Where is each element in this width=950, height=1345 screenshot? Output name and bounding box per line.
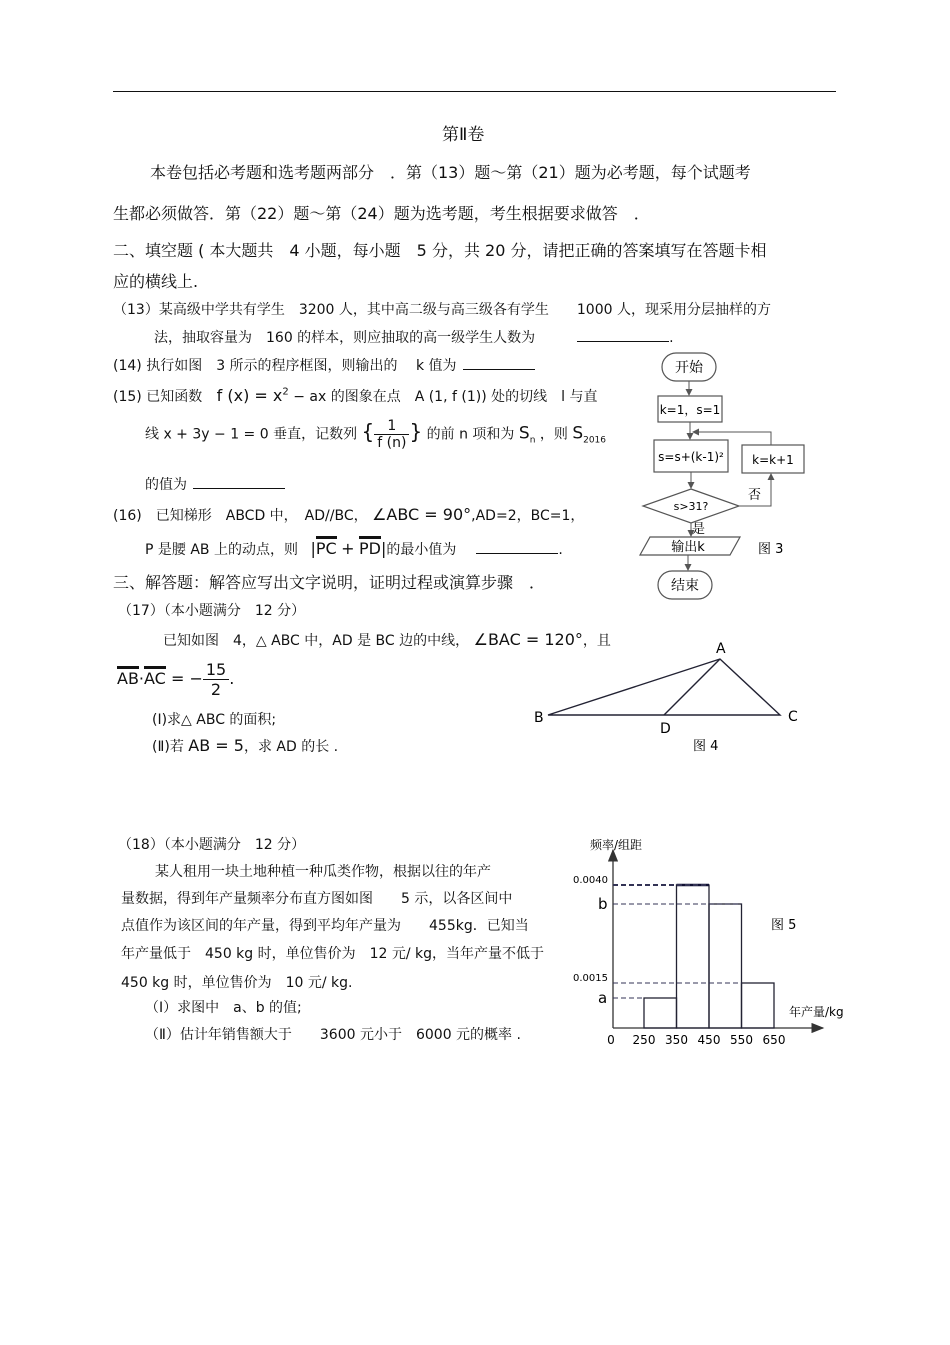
- q16-vec-pc: PC: [315, 539, 337, 558]
- q17-line1-text: 已知如图 4，△ ABC 中，AD 是 BC 边的中线，: [163, 633, 470, 649]
- q17-part-2: [152, 736, 338, 756]
- q13-answer-blank[interactable]: [577, 327, 669, 342]
- histogram-bar-450-550: [709, 904, 742, 1028]
- q15-fraction: [374, 418, 409, 451]
- q17-part2-a: (Ⅱ)若: [152, 739, 184, 755]
- q18-line-5: 450 kg 时，单位售价为 10 元/ kg.: [121, 975, 353, 991]
- q15-answer-blank[interactable]: [193, 474, 285, 489]
- q17-vec-ab: AB: [117, 669, 139, 688]
- flow-update-k-label: k=k+1: [752, 453, 794, 467]
- histogram-bar-250-350: [644, 998, 677, 1028]
- flow-output-label: 输出k: [671, 540, 705, 555]
- triangle-caption: 图 4: [693, 739, 719, 754]
- q15-brace: {: [361, 419, 375, 444]
- vertex-c-label: C: [788, 709, 798, 725]
- q14-text: (14) 执行如图 3 所示的程序框图，则输出的 k 值为: [113, 358, 457, 374]
- q18-line-1: 某人租用一块土地种植一种瓜类作物，根据以往的年产: [155, 864, 491, 880]
- y-tick-label-b: b: [598, 895, 608, 913]
- flowchart-figure: [630, 350, 820, 602]
- q18-line-4: 年产量低于 450 kg 时，单位售价为 12 元/ kg，当年产量不低于: [121, 946, 545, 962]
- histogram-chart: [565, 832, 855, 1052]
- x-tick-label-350: 350: [665, 1033, 688, 1047]
- flow-end-label: 结束: [671, 578, 699, 594]
- q17-angle: ∠BAC = 120°: [473, 630, 583, 649]
- flow-update-s-label: s=s+(k-1)²: [658, 450, 724, 464]
- top-rule: [113, 91, 836, 92]
- q15-line-3: [145, 474, 285, 494]
- flow-condition-label: s>31?: [673, 500, 709, 513]
- q17-frac-den: 2: [210, 680, 222, 699]
- q15-line-2: [145, 418, 606, 451]
- histogram-bar-350-450: [677, 885, 710, 1028]
- q15-frac-num: 1: [374, 418, 409, 435]
- q16-plus: +: [341, 539, 355, 558]
- flow-start-label: 开始: [675, 360, 703, 376]
- q15-func-text: f (x) = x: [216, 386, 283, 405]
- q16-line-2: P 是腰 AB 上的动点，则 |PC + PD|的最小值为 .: [145, 539, 563, 558]
- q15-func-tail: − ax 的图象在点 A (1, f (1)) 处的切线 l 与直: [288, 389, 598, 405]
- vertex-b-label: B: [534, 710, 544, 726]
- q15-line2-b: 的前 n 项和为: [426, 426, 515, 443]
- vertex-a-label: A: [716, 641, 726, 657]
- q17-fraction: [203, 660, 229, 699]
- q16-line2-a: P 是腰 AB 上的动点，则: [145, 542, 298, 558]
- q17-eq: = −: [165, 669, 203, 688]
- flow-no-label: 否: [748, 488, 762, 503]
- q15-sub-2016: 2016: [583, 435, 607, 446]
- q17-period: .: [229, 669, 235, 688]
- q17-vec-ac: AC: [144, 669, 166, 688]
- q16-abs-open: |: [310, 539, 316, 558]
- q17-dot: ·: [138, 669, 145, 688]
- q15-label: (15) 已知函数: [113, 389, 203, 405]
- fill-section-line-1: 二、填空题 ( 本大题共 4 小题，每小题 5 分，共 20 分，请把正确的答案填写在答题卡相: [113, 241, 767, 260]
- q16-angle: ∠ABC = 90°: [372, 505, 472, 524]
- q17-part2-b: ，求 AD 的长 .: [243, 739, 339, 755]
- q15-S: S: [518, 423, 530, 444]
- q14: [113, 355, 535, 375]
- q16-line1-text: (16) 已知梯形 ABCD 中， AD//BC，: [113, 508, 368, 524]
- flow-yes-label: 是: [692, 522, 706, 537]
- flow-init-label: k=1，s=1: [659, 403, 721, 417]
- x-tick-label-550: 550: [730, 1033, 753, 1047]
- histogram-bar-550-650: [742, 983, 775, 1028]
- q16-line2-b: 的最小值为: [386, 542, 457, 558]
- q13-line-2: 法，抽取容量为 160 的样本，则应抽取的高一级学生人数为 .: [154, 327, 674, 347]
- q15-line2-a: 线 x + 3y − 1 = 0 垂直，记数列: [145, 426, 358, 443]
- q15-line-1: [113, 386, 597, 406]
- q18-line-3: 点值作为该区间的年产量，得到平均年产量为 455kg．已知当: [121, 918, 529, 934]
- q13-line-2-text: 法，抽取容量为 160 的样本，则应抽取的高一级学生人数为: [154, 330, 536, 346]
- q17-part-1: (Ⅰ)求△ ABC 的面积;: [152, 712, 277, 728]
- y-tick-label-a: a: [598, 989, 608, 1007]
- q17-frac-num: 15: [203, 660, 229, 680]
- q17-line-2: [117, 660, 234, 699]
- q15-sup: 2: [282, 386, 289, 398]
- histogram-caption: 图 5: [771, 918, 797, 933]
- q18-head: （18）（本小题满分 12 分）: [118, 837, 306, 853]
- q17-head: （17）（本小题满分 12 分）: [118, 603, 306, 619]
- q17-line1-tail: ，且: [582, 633, 611, 649]
- x-tick-label-0: 0: [607, 1033, 615, 1047]
- q16-line1-tail: ,AD=2，BC=1，: [471, 508, 585, 524]
- y-axis-label: 频率/组距: [590, 838, 643, 852]
- intro-line-1: 本卷包括必考题和选考题两部分 ．第（13）题～第（21）题为必考题，每个试题考: [150, 163, 751, 182]
- triangle-figure: [525, 638, 815, 758]
- q18-part-2: （Ⅱ）估计年销售额大于 3600 元小于 6000 元的概率 .: [145, 1027, 521, 1043]
- x-tick-label-250: 250: [632, 1033, 656, 1047]
- q15-S2016: S: [572, 423, 584, 444]
- y-tick-label-0.0015: 0.0015: [573, 973, 608, 984]
- q15-line3-text: 的值为: [145, 477, 187, 493]
- q15-brace-close: }: [409, 419, 423, 444]
- fill-section-line-2: 应的横线上.: [113, 272, 199, 291]
- q15-func: [217, 386, 289, 405]
- q15-sub-n: n: [529, 435, 536, 446]
- q16-answer-blank[interactable]: [476, 539, 558, 554]
- flow-caption: 图 3: [758, 542, 784, 557]
- q18-line-2: 量数据，得到年产量频率分布直方图如图 5 示，以各区间中: [121, 891, 513, 907]
- solve-section-heading: 三、解答题：解答应写出文字说明，证明过程或演算步骤 ．: [113, 573, 546, 592]
- y-tick-label-0.0040: 0.0040: [573, 875, 608, 886]
- x-axis-label: 年产量/kg: [789, 1005, 844, 1019]
- q13-line-1: （13）某高级中学共有学生 3200 人，其中高二级与高三级各有学生 1000 人，现采用分层抽样的方: [113, 302, 771, 318]
- intro-line-2: 生都必须做答．第（22）题～第（24）题为选考题，考生根据要求做答 ．: [113, 204, 650, 223]
- q18-part-1: （Ⅰ）求图中 a、b 的值;: [145, 1000, 302, 1016]
- q16-abs-close: |: [380, 539, 387, 558]
- x-tick-label-650: 650: [762, 1033, 786, 1047]
- q15-frac-den: f (n): [377, 435, 407, 451]
- q16-line-1: [113, 505, 584, 525]
- vertex-d-label: D: [660, 721, 671, 737]
- section-title: 第Ⅱ卷: [442, 125, 485, 145]
- q14-answer-blank[interactable]: [463, 355, 535, 370]
- x-tick-label-450: 450: [697, 1033, 721, 1047]
- triangle-abc: [548, 659, 780, 715]
- q17-part2-eq: AB = 5: [188, 736, 244, 755]
- q16-vec-pd: PD: [358, 539, 381, 558]
- q15-line2-c: ，则: [539, 426, 568, 443]
